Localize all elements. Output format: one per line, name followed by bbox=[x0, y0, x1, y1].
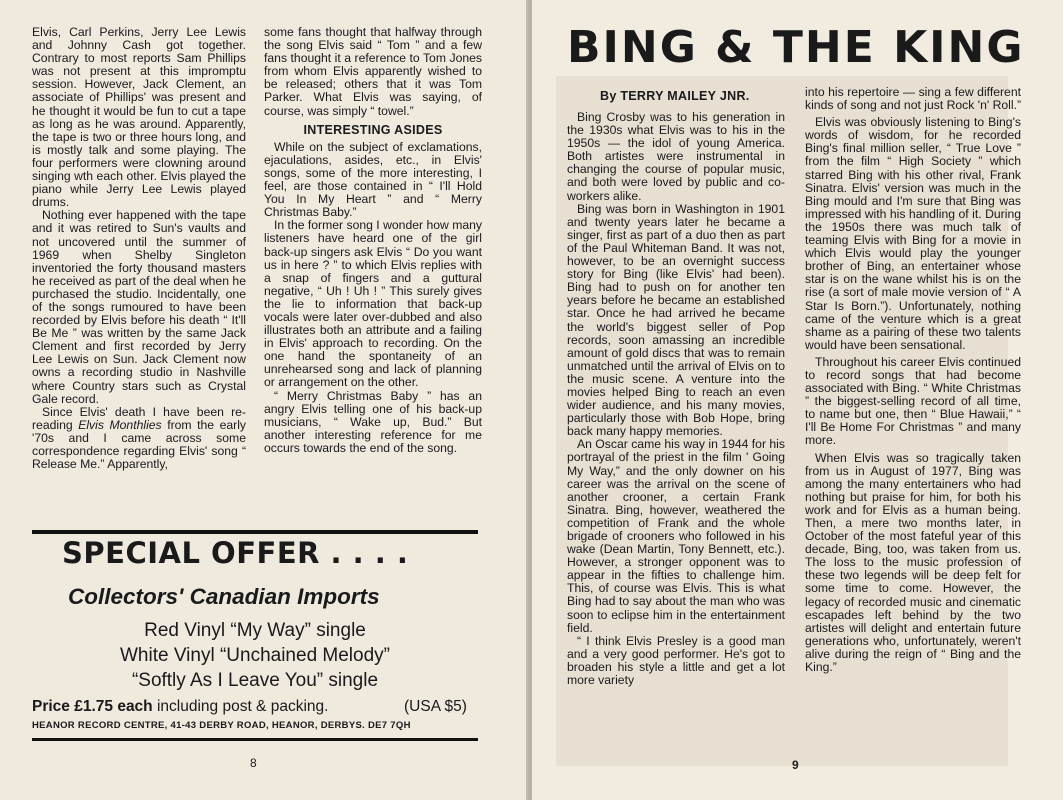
ad-address: HEANOR RECORD CENTRE, 41-43 DERBY ROAD, HEANOR, DERBYS. DE7 7QH bbox=[32, 720, 411, 731]
article-headline: BING & THE KING bbox=[567, 22, 1025, 73]
paragraph: Bing Crosby was to his generation in the 1930s what Elvis was to his in the 1950s — the idol of young America. Both artistes were instrumental in changing the course of popular music, and both were loved by public and co-workers alike. bbox=[567, 110, 785, 203]
right-column-1 bbox=[567, 111, 785, 687]
paragraph: into his repertoire — sing a few different kinds of song and not just Rock 'n' Roll.” bbox=[805, 85, 1022, 113]
ad-price-usa: (USA $5) bbox=[404, 698, 467, 715]
paragraph: Since Elvis' death I have been re-reading Elvis Monthlies from the early '70s and I came across some correspondence regarding Elvis' song “ Release Me.” Apparently, bbox=[32, 404, 247, 472]
ad-subtitle: Collectors' Canadian Imports bbox=[68, 584, 380, 609]
article-byline: By TERRY MAILEY JNR. bbox=[600, 89, 750, 103]
divider bbox=[32, 738, 478, 741]
left-page bbox=[0, 0, 528, 800]
paragraph: “ Merry Christmas Baby ” has an angry Elvis telling one of his back-up musicians, “ Wake up, Bud.” But another interesting reference for me occurs towards the end of the song. bbox=[264, 388, 482, 455]
left-column-2 bbox=[264, 26, 482, 455]
ad-price: Price £1.75 each including post & packing. bbox=[32, 698, 329, 715]
special-offer-advert bbox=[32, 530, 478, 744]
section-heading: INTERESTING ASIDES bbox=[303, 122, 443, 137]
divider bbox=[32, 530, 478, 534]
page-number: 9 bbox=[792, 758, 799, 772]
paragraph: An Oscar came his way in 1944 for his portrayal of the priest in the film ' Going My Way,” and the only downer on his career was the arrival on the scene of another crooner, a certain Frank Sinatra. Bing, however, weathered the competition of Frank and the whole brigade of crooners who followed in his wake (Dean Martin, Tony Bennett, etc.). However, a stronger opponent was to appear in the fifties to challenge him. This, of course was Elvis. This is what Bing had to say about the man who was soon to eclipse him in the entertainment field. bbox=[567, 437, 785, 635]
ad-item: Red Vinyl “My Way” single bbox=[144, 620, 366, 641]
paragraph: Bing was born in Washington in 1901 and twenty years later he became a singer, first as part of a duo then as part of the Paul Whiteman Band. It was not, however, to be an overnight success story for Bing (like Elvis' had been). Bing had to push on for another ten years before he became an established star. Once he had arrived he became the world's biggest seller of Pop records, soon amassing an incredible amount of gold discs that was to remain unmatched until the arrival of Elvis on to the music scene. A venture into the movies helped Bing to reach an even wider audience, and his many movies, particularly those with Bob Hope, bring back many happy memories. bbox=[567, 201, 785, 439]
paragraph: Throughout his career Elvis continued to record songs that had become associated with Bing. “ White Christmas ” the biggest-selling record of all time, to name but one, then “ Blue Hawaii,” “ I'll Be Home For Christmas ” and many more. bbox=[805, 354, 1021, 448]
paragraph: When Elvis was so tragically taken from us in August of 1977, Bing was among the many entertainers who had nothing but praise for him, for both his work and for Elvis as a human being. Then, a mere two months later, in October of the most fateful year of this decade, Bing, too, was taken from us. The loss to the music profession of these two legends will be deep felt for some time to come. However, the legacy of recorded music and cinematic escapades left behind by the two artistes will delight and entertain future generations who, unfortunately, weren't alive during the reign of “ Bing and the King.” bbox=[805, 450, 1021, 675]
ad-item: White Vinyl “Unchained Melody” bbox=[120, 645, 390, 666]
paragraph: some fans thought that halfway through the song Elvis said “ Tom ” and a few fans thought it a reference to Tom Jones from whom Elvis apparently wished to be released; others that it was Tom Parker. What Elvis was saying, of course, was simply “ towel.” bbox=[264, 25, 482, 118]
paragraph: “ I think Elvis Presley is a good man and a very good performer. He's got to broaden his style a little and get a lot more variety bbox=[567, 633, 785, 688]
ad-title: SPECIAL OFFER . . . . bbox=[62, 536, 409, 570]
paragraph: Elvis, Carl Perkins, Jerry Lee Lewis and Johnny Cash got together. Contrary to most reports Sam Phillips was not present at this impromptu session. However, Jack Clement, an associate of Phillips' was present and he thought it would be fun to cut a tape as long as he was around. Apparently, the tape is two or three hours long, and is mostly talk and some playing. The four performers were clowning around singing wth each other. Elvis played the piano while Jerry Lee Lewis played drums. bbox=[32, 25, 246, 210]
left-column-1 bbox=[32, 26, 246, 471]
paragraph: In the former song I wonder how many listeners have heard one of the girl back-up singers ask Elvis “ Do you want us in here ? ” to which Elvis replies with a snap of fingers and a guttural negative, “ Uh ! Uh ! ” This surely gives the lie to information that back-up vocals were later over-dubbed and also illustrates both an attribute and a failing in Elvis' approach to recording. On the one hand the spontaneity of an unrehearsed song and lack of planning or arrangement on the other. bbox=[264, 218, 482, 390]
paragraph: Elvis was obviously listening to Bing's words of wisdom, for he recorded Bing's final million seller, “ True Love ” from the film “ High Society ” which starred Bing with his other rival, Frank Sinatra. Elvis' version was much in the Bing mould and I'm sure that Bing was impressed with his handling of it. During the 1950s there was much talk of teaming Elvis with Bing for a movie in which Elvis would play the younger brother of Bing, an entertainer whose star is on the wane whilst his is on the rise (a sort of male movie version of “ A Star Is Born.”). Unfortunately, nothing came of the venture which is a great shame as a pairing of these two talents would have been sensational. bbox=[805, 115, 1021, 352]
page-number: 8 bbox=[250, 756, 257, 770]
paragraph: Nothing ever happened with the tape and it was retired to Sun's vaults and not uncovered until the summer of 1969 when Shelby Singleton inventoried the forty thousand masters he received as part of the deal when he purchased the studio. Incidentally, one of the songs rumoured to have been recorded by Elvis before his death “ It'll Be Me ” was written by the same Jack Clement and first recorded by Jerry Lee Lewis on Sun. Jack Clement now owns a recording studio in Nashville where Country stars such as Crystal Gale record. bbox=[32, 208, 246, 406]
right-column-2 bbox=[805, 86, 1021, 674]
paragraph: While on the subject of exclamations, ejaculations, asides, etc., in Elvis' songs, some of the more interesting, I feel, are those contained in “ I'll Hold You In My Heart ” and “ Merry Christmas Baby.” bbox=[264, 139, 482, 220]
ad-item: “Softly As I Leave You” single bbox=[131, 670, 379, 691]
